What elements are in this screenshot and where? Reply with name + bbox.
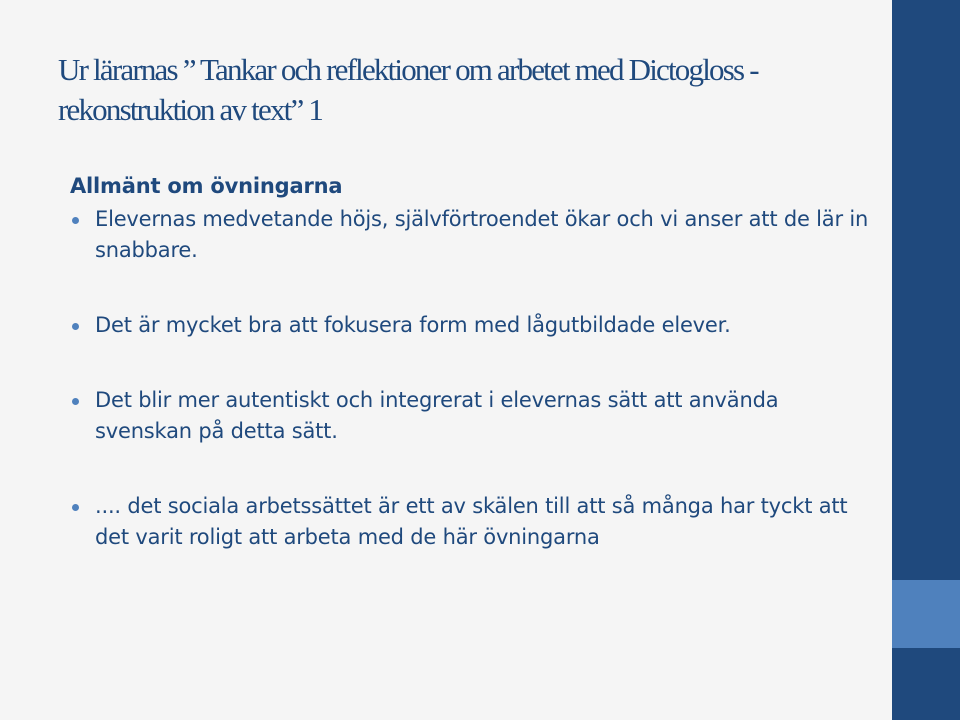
bullet-item (70, 310, 870, 341)
bullet-list (70, 204, 870, 553)
slide-content (70, 170, 870, 553)
slide-title: Ur lärarnas ” Tankar och reflektioner om arbetet med Dictogloss - rekonstruktion av text” 1 (58, 52, 758, 127)
bullet-dot-icon (72, 398, 79, 405)
sidebar-accent-decoration (892, 580, 960, 648)
bullet-text: Det blir mer autentiskt och integrerat i elevernas sätt att använda svenskan på detta sätt. (95, 388, 779, 443)
bullet-dot-icon (72, 504, 79, 511)
bullet-text: Det är mycket bra att fokusera form med lågutbildade elever. (95, 313, 731, 337)
bullet-item (70, 204, 870, 266)
bullet-dot-icon (72, 217, 79, 224)
section-heading: Allmänt om övningarna (70, 174, 343, 198)
bullet-dot-icon (72, 323, 79, 330)
bullet-text: .... det sociala arbetssättet är ett av skälen till att så många har tyckt att det varit roligt att arbeta med de här övningarna (95, 494, 848, 549)
bullet-text: Elevernas medvetande höjs, självförtroendet ökar och vi anser att de lär in snabbare. (95, 207, 869, 262)
bullet-item (70, 385, 870, 447)
bullet-item (70, 491, 870, 553)
